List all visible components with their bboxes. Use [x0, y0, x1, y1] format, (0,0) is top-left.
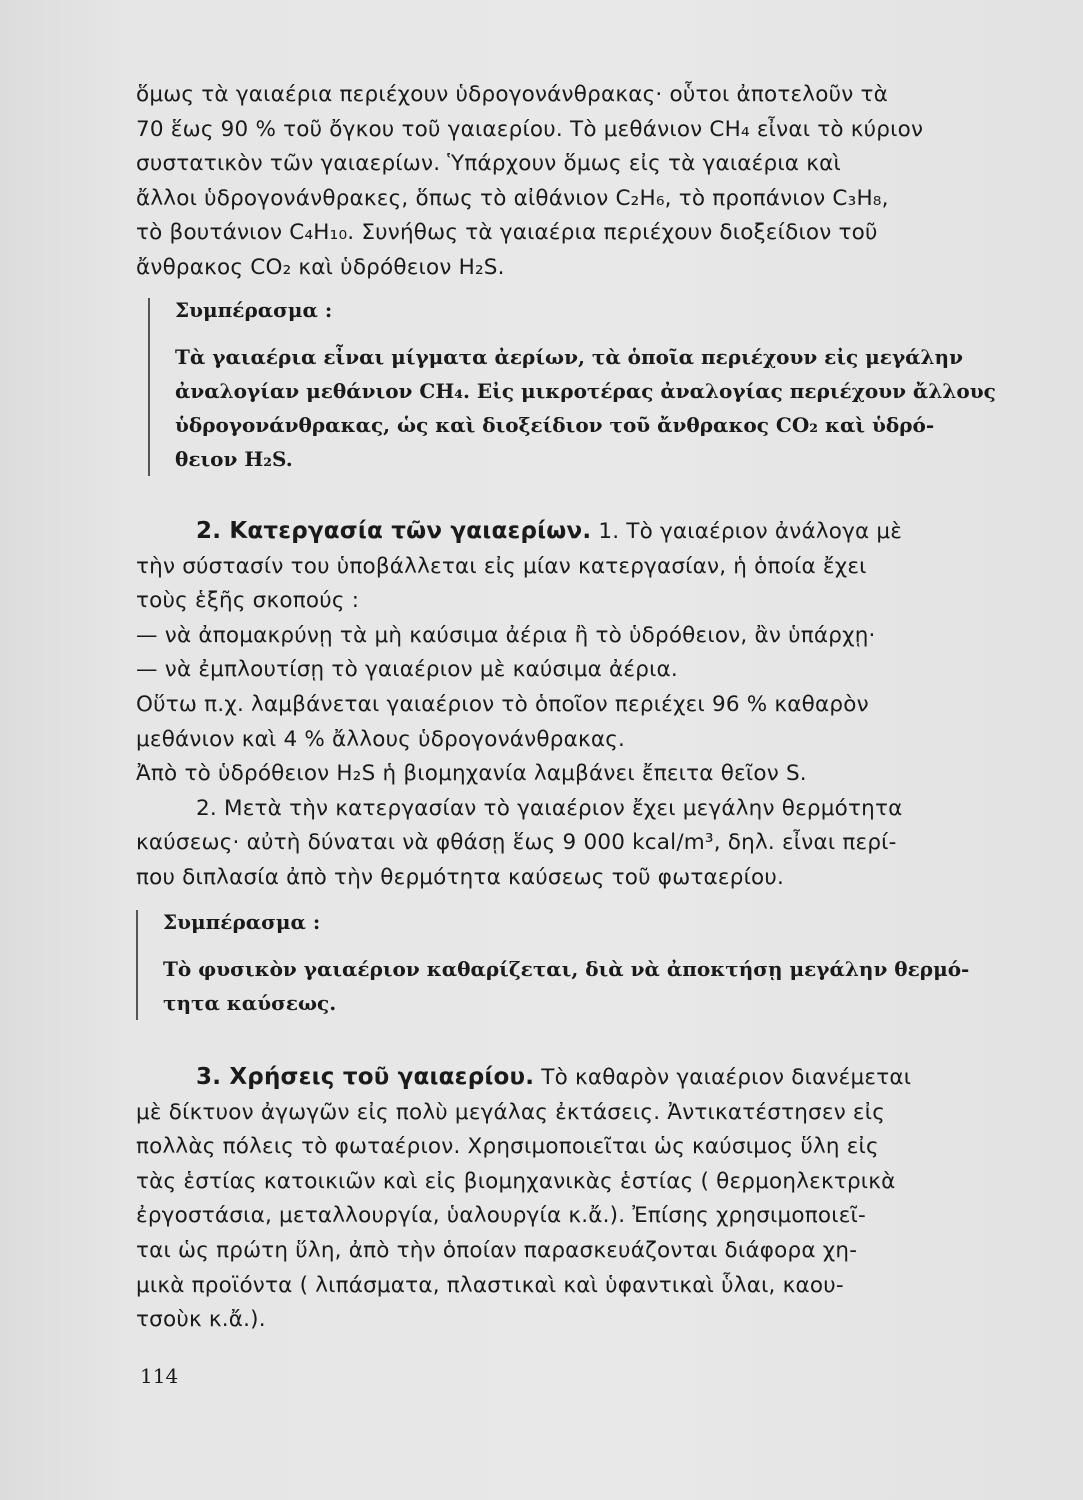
text-line: 1. Τὸ γαιαέριον ἀνάλογα μὲ: [598, 519, 903, 544]
conclusion-line: Τὰ γαιαέρια εἶναι μίγματα ἀερίων, τὰ ὁποῖα περιέχουν εἰς μεγάλην: [175, 345, 963, 369]
text-line: Ἀπὸ τὸ ὑδρόθειον H₂S ἡ βιομηχανία λαμβάνει ἔπειτα θεῖον S.: [136, 761, 807, 787]
text-line: μὲ δίκτυον ἀγωγῶν εἰς πολὺ μεγάλας ἐκτάσεις. Ἀντικατέστησεν εἰς: [136, 1099, 886, 1125]
section-heading-line: [136, 514, 981, 550]
conclusion-title: Συμπέρασμα :: [175, 298, 333, 322]
conclusion-line: θειον H₂S.: [175, 447, 293, 471]
text-line: 70 ἕως 90 % τοῦ ὄγκου τοῦ γαιαερίου. Τὸ μεθάνιον CH₄ εἶναι τὸ κύριον: [136, 116, 924, 142]
text-line: — νὰ ἀπομακρύνῃ τὰ μὴ καύσιμα ἀέρια ἢ τὸ ὑδρόθειον, ἂν ὑπάρχῃ·: [136, 622, 876, 648]
conclusion-title: Συμπέρασμα :: [163, 910, 321, 934]
section-2: [136, 514, 981, 896]
conclusion-box-2: [136, 910, 1008, 1020]
text-line: τοὺς ἑξῆς σκοπούς :: [136, 588, 360, 614]
text-line: ὅμως τὰ γαιαέρια περιέχουν ὑδρογονάνθρακας· οὗτοι ἀποτελοῦν τὰ: [136, 82, 888, 107]
page-number: 114: [140, 1364, 179, 1388]
conclusion-box-1: [148, 298, 1008, 476]
section-3: [136, 1060, 981, 1338]
text-line: ἄλλοι ὑδρογονάνθρακες, ὅπως τὸ αἰθάνιον C₂H₆, τὸ προπάνιον C₃H₈,: [136, 185, 889, 211]
text-line: ται ὡς πρώτη ὕλη, ἀπὸ τὴν ὁποίαν παρασκευάζονται διάφορα χη-: [136, 1237, 858, 1263]
text-line: τὴν σύστασίν του ὑποβάλλεται εἰς μίαν κατεργασίαν, ἡ ὁποία ἔχει: [136, 553, 867, 579]
text-line: καύσεως· αὐτὴ δύναται νὰ φθάσῃ ἕως 9 000 kcal/m³, δηλ. εἶναι περί-: [136, 830, 897, 856]
conclusion-line: τητα καύσεως.: [163, 991, 337, 1015]
section-heading-line: [136, 1060, 981, 1096]
section-heading: 3. Χρήσεις τοῦ γαιαερίου.: [196, 1064, 535, 1090]
text-line: συστατικὸν τῶν γαιαερίων. Ὑπάρχουν ὅμως εἰς τὰ γαιαέρια καὶ: [136, 151, 841, 177]
text-line: ἐργοστάσια, μεταλλουργία, ὑαλουργία κ.ἄ.). Ἐπίσης χρησιμοποιεῖ-: [136, 1203, 866, 1229]
text-line: ἄνθρακος CO₂ καὶ ὑδρόθειον H₂S.: [136, 254, 505, 280]
section-heading: 2. Κατεργασία τῶν γαιαερίων.: [196, 518, 592, 544]
conclusion-line: Τὸ φυσικὸν γαιαέριον καθαρίζεται, διὰ νὰ ἀποκτήσῃ μεγάλην θερμό-: [163, 957, 970, 981]
text-line: τσοὺκ κ.ἄ.).: [136, 1307, 266, 1333]
text-line: τὰς ἑστίας κατοικιῶν καὶ εἰς βιομηχανικὰς ἑστίας ( θερμοηλεκτρικὰ: [136, 1168, 896, 1194]
intro-paragraph: [136, 78, 981, 286]
text-line: τὸ βουτάνιον C₄H₁₀. Συνήθως τὰ γαιαέρια περιέχουν διοξείδιον τοῦ: [136, 220, 878, 246]
text-line: μεθάνιον καὶ 4 % ἄλλους ὑδρογονάνθρακας.: [136, 726, 626, 752]
text-line: Οὕτω π.χ. λαμβάνεται γαιαέριον τὸ ὁποῖον περιέχει 96 % καθαρὸν: [136, 691, 869, 717]
text-line: μικὰ προϊόντα ( λιπάσματα, πλαστικαὶ καὶ ὑφαντικαὶ ὗλαι, καου-: [136, 1272, 844, 1298]
text-line: Τὸ καθαρὸν γαιαέριον διανέμεται: [541, 1065, 912, 1090]
text-line: — νὰ ἐμπλουτίσῃ τὸ γαιαέριον μὲ καύσιμα ἀέρια.: [136, 657, 678, 683]
text-line: 2. Μετὰ τὴν κατεργασίαν τὸ γαιαέριον ἔχει μεγάλην θερμότητα: [196, 795, 903, 821]
text-line: που διπλασία ἀπὸ τὴν θερμότητα καύσεως τοῦ φωταερίου.: [136, 864, 785, 890]
conclusion-line: ἀναλογίαν μεθάνιον CH₄. Εἰς μικροτέρας ἀναλογίας περιέχουν ἄλλους: [175, 379, 996, 403]
conclusion-line: ὑδρογονάνθρακας, ὡς καὶ διοξείδιον τοῦ ἄνθρακος CO₂ καὶ ὑδρό-: [175, 413, 935, 437]
text-line: πολλὰς πόλεις τὸ φωταέριον. Χρησιμοποιεῖται ὡς καύσιμος ὕλη εἰς: [136, 1134, 879, 1160]
